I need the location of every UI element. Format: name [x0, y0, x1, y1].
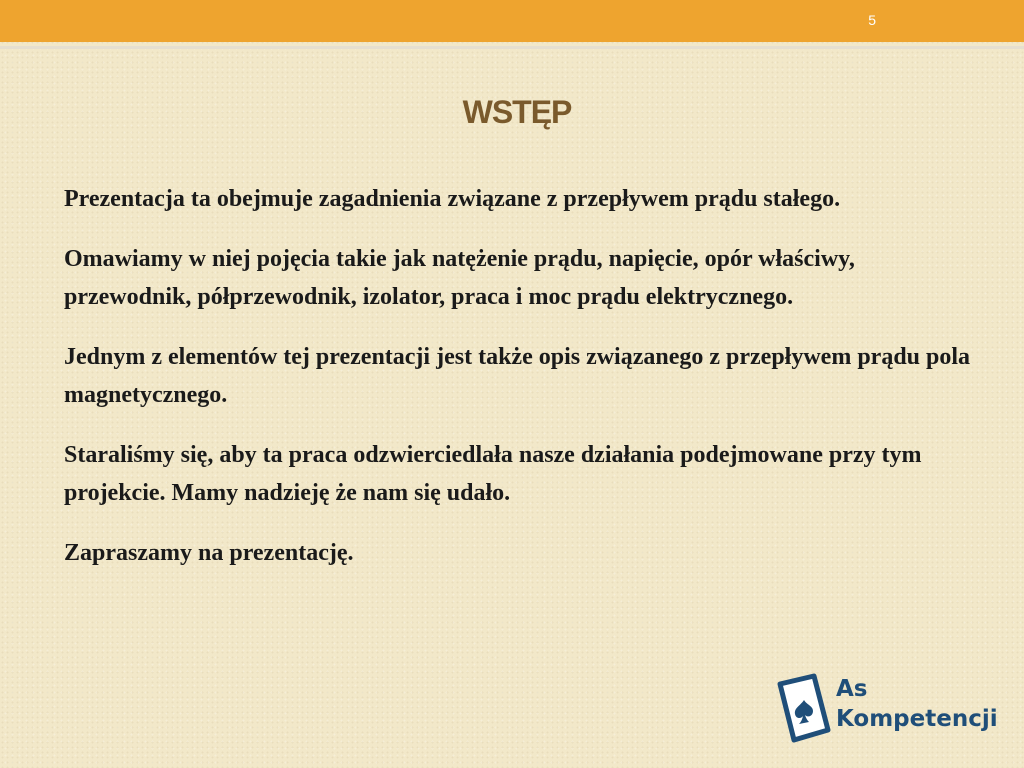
logo-line-as: As [836, 676, 868, 702]
top-divider-line [0, 46, 1024, 49]
paragraph-effort: Staraliśmy się, aby ta praca odzwierciedlała nasze działania podejmowane przy tym projekcie. Mamy nadzieję że nam się udało. [64, 442, 922, 506]
slide-number: 5 [868, 12, 876, 28]
paragraph-intro: Prezentacja ta obejmuje zagadnienia związane z przepływem prądu stałego. [64, 186, 841, 212]
logo-line-kompetencji: Kompetencji [836, 706, 998, 732]
as-kompetencji-logo [770, 672, 1000, 746]
paragraph-invitation: Zapraszamy na prezentację. [64, 540, 354, 566]
slide-title: WSTĘP [462, 94, 572, 130]
paragraph-concepts: Omawiamy w niej pojęcia takie jak natężenie prądu, napięcie, opór właściwy, przewodnik, półprzewodnik, izolator, praca i moc prądu elektrycznego. [64, 246, 855, 310]
paragraph-magnetic-field: Jednym z elementów tej prezentacji jest także opis związanego z przepływem prądu pola magnetycznego. [64, 344, 971, 408]
spade-card-icon [770, 672, 832, 744]
slide-body [64, 180, 974, 594]
logo-wordmark [836, 674, 998, 734]
